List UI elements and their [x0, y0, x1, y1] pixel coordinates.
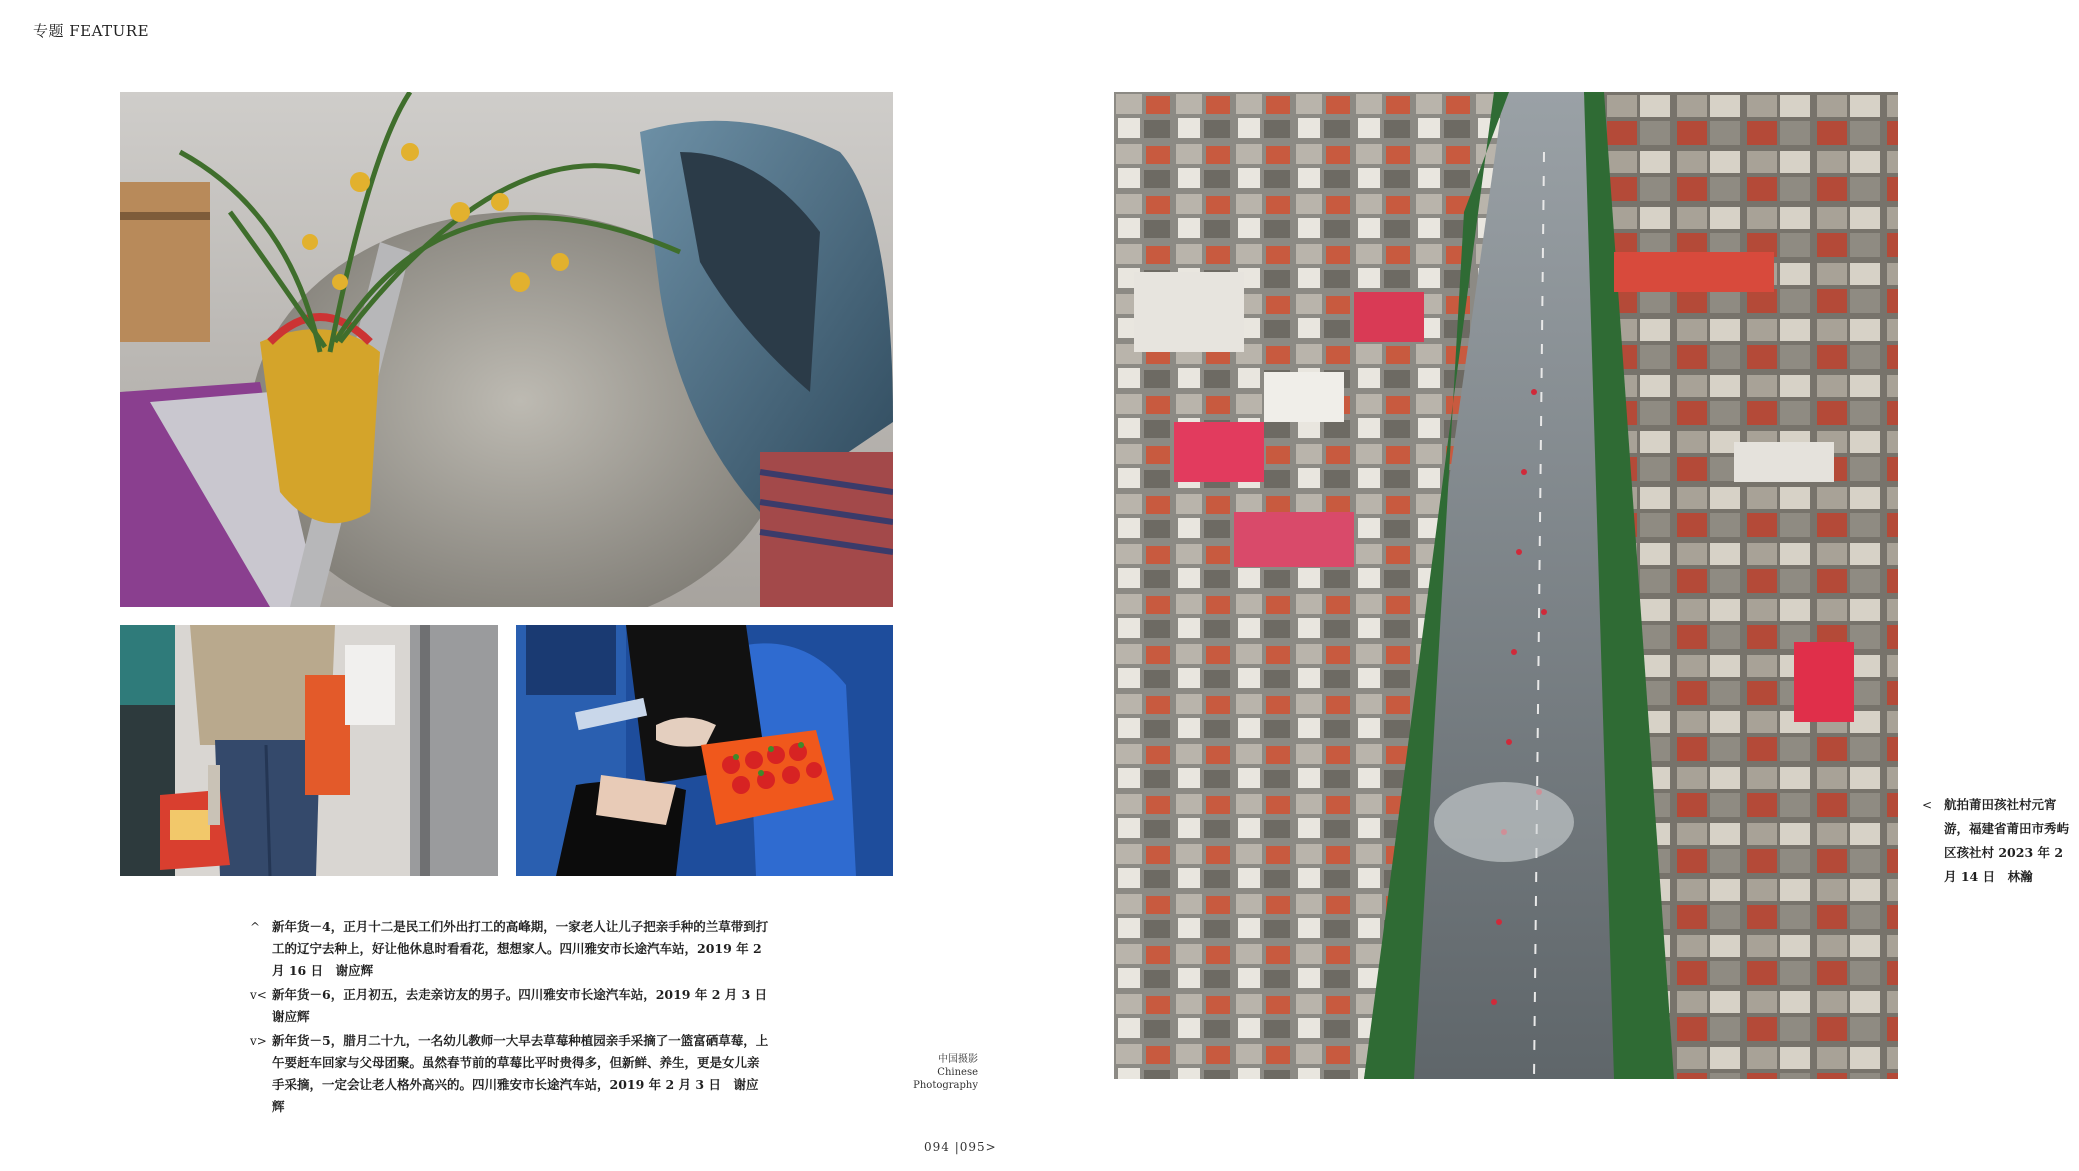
- caption-text: 新年货－6，正月初五，去走亲访友的男子。四川雅安市长途汽车站，2019 年 2 月 3 日 谢应辉: [272, 987, 780, 1024]
- caption-direction-marker: ^: [250, 920, 261, 934]
- caption-new-year-goods-4: [250, 916, 770, 982]
- photo-man-with-gifts: [120, 625, 498, 876]
- caption-direction-marker: <: [1922, 798, 1933, 812]
- caption-direction-marker: v>: [250, 1034, 267, 1048]
- caption-text: 新年货－4，正月十二是民工们外出打工的高峰期，一家老人让儿子把亲手种的兰草带到打工的辽宁去种上，好让他休息时看看花，想想家人。四川雅安市长途汽车站，2019 年 2 月 16 日 谢应辉: [272, 919, 769, 978]
- photo-strawberry-basket: [516, 625, 893, 876]
- credit-line-english-1: Chinese: [937, 1067, 978, 1078]
- magazine-credit: [900, 1053, 978, 1092]
- caption-direction-marker: v<: [250, 988, 267, 1002]
- caption-new-year-goods-6: [250, 984, 780, 1028]
- credit-line-chinese: 中国摄影: [938, 1054, 978, 1065]
- photo-orchid-luggage: [120, 92, 893, 607]
- caption-new-year-goods-5: [250, 1030, 770, 1118]
- caption-text: 新年货－5，腊月二十九，一名幼儿教师一大早去草莓种植园亲手采摘了一篮富硒草莓，上午要赶车回家与父母团聚。虽然春节前的草莓比平时贵得多，但新鲜、养生，更是女儿亲手采摘，一定会让老人格外高兴的。四川雅安市长途汽车站，2019 年 2 月 3 日 谢应辉: [272, 1033, 769, 1114]
- caption-text: 航拍莆田孩社村元宵游，福建省莆田市秀屿区孩社村 2023 年 2 月 14 日 林瀚: [1944, 797, 2070, 884]
- page-numbers: 094 |095>: [924, 1140, 997, 1154]
- credit-line-english-2: Photography: [913, 1080, 978, 1091]
- photo-aerial-street-parade: [1114, 92, 1898, 1079]
- section-header: 专题 FEATURE: [33, 22, 150, 40]
- caption-aerial: [1922, 793, 2072, 889]
